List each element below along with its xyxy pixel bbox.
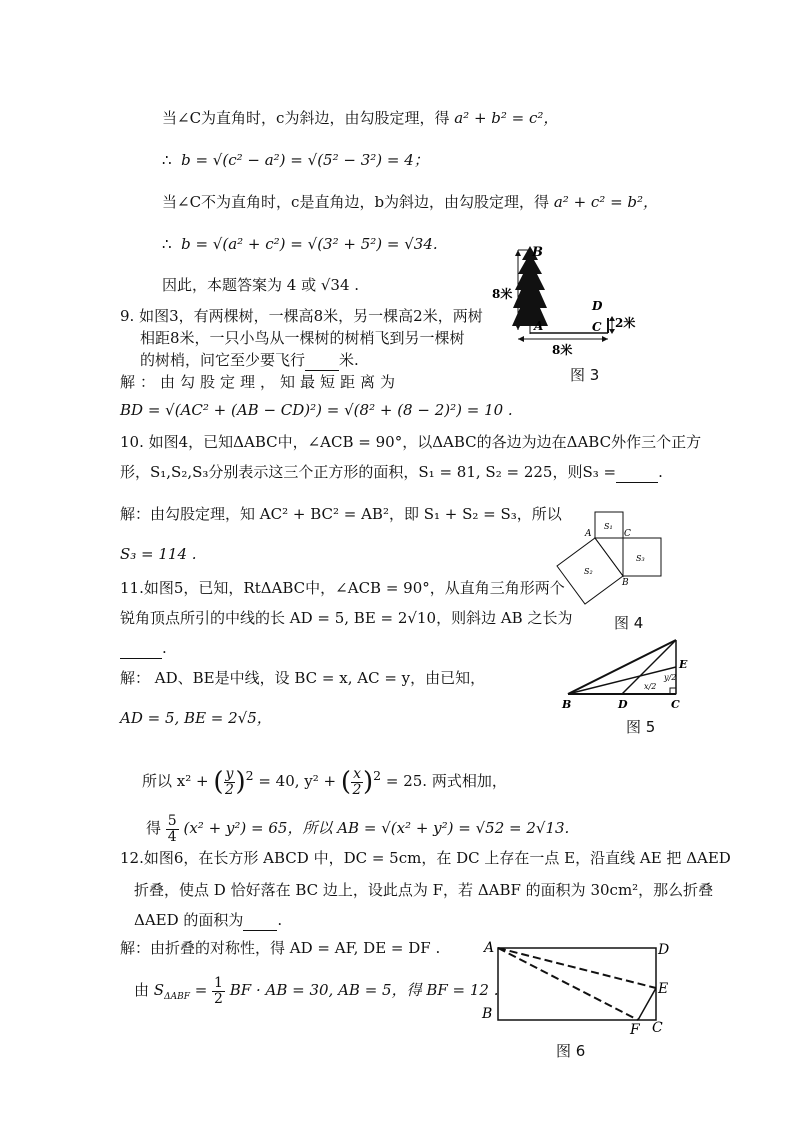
x-half-label: x/2 bbox=[644, 682, 657, 691]
exponent: 2 bbox=[245, 768, 254, 783]
answer-blank bbox=[305, 350, 339, 371]
figure-3-caption: 图 3 bbox=[570, 366, 600, 384]
label-E: E bbox=[658, 981, 669, 997]
text: 所以 x² + bbox=[142, 772, 209, 790]
distance-label: 8米 bbox=[552, 343, 573, 357]
label-A: A bbox=[585, 529, 592, 539]
fraction-1-over-2: $\frac{1}{2}$ bbox=[214, 974, 223, 1007]
height-left-label: 8米 bbox=[492, 287, 513, 301]
paren: ) bbox=[235, 767, 246, 797]
text: = 40, y² + bbox=[258, 772, 337, 790]
problem-11-solution-line-4 bbox=[146, 810, 569, 846]
label-A: A bbox=[534, 319, 544, 333]
figure-6 bbox=[478, 940, 678, 1036]
figure-5 bbox=[560, 638, 692, 714]
figure-5-caption: 图 5 bbox=[626, 718, 656, 736]
problem-11-solution-line-2: AD = 5, BE = 2√5， bbox=[120, 709, 272, 727]
problem-9-line-1: 9. 如图3，有两棵树，一棵高8米，另一棵高2米，两树 bbox=[120, 307, 483, 325]
solution-line-4 bbox=[162, 234, 438, 254]
therefore-symbol: ∴ bbox=[162, 235, 172, 253]
answer-blank bbox=[243, 910, 277, 931]
label-B: B bbox=[482, 1006, 493, 1022]
problem-12-solution-line-2: 由 $S_{\Delta ABF}$ = $\frac{1}{2}$ BF · AB = 30, AB = 5，得 BF = 12 . bbox=[134, 974, 499, 1007]
s1-label: S₁ bbox=[604, 522, 613, 531]
label-F: F bbox=[630, 1022, 640, 1036]
problem-12-line-2: 折叠，使点 D 恰好落在 BC 边上，设此点为 F，若 ΔABF 的面积为 30cm²，那么折叠 bbox=[134, 881, 714, 899]
formula: a² + c² = b²， bbox=[553, 193, 659, 211]
exponent: 2 bbox=[373, 768, 382, 783]
problem-9-line-3 bbox=[140, 350, 359, 371]
label-C: C bbox=[652, 1020, 663, 1036]
figure-3 bbox=[488, 242, 638, 357]
text: ΔAED 的面积为 bbox=[134, 911, 244, 929]
problem-10-solution-line-1: 解：由勾股定理，知 AC² + BC² = AB²，即 S₁ + S₂ = S₃，所以 bbox=[120, 505, 562, 523]
text: . bbox=[277, 911, 283, 929]
formula: BF · AB = 30, AB = 5，得 BF = 12 . bbox=[229, 981, 499, 999]
figure-4 bbox=[538, 506, 668, 614]
label-D: D bbox=[592, 299, 603, 313]
text: . bbox=[658, 463, 663, 481]
text: . bbox=[162, 639, 167, 657]
label-B: B bbox=[562, 698, 572, 711]
label-C: C bbox=[671, 698, 680, 711]
problem-12-solution-line-1: 解：由折叠的对称性，得 AD = AF, DE = DF . bbox=[120, 939, 441, 957]
problem-11-solution-line-3 bbox=[142, 758, 507, 799]
answer-blank bbox=[616, 462, 658, 483]
paren: ( bbox=[213, 767, 224, 797]
formula: b = √(a² + c²) = √(3² + 5²) = √34. bbox=[181, 235, 438, 253]
therefore-symbol: ∴ bbox=[162, 151, 172, 169]
text: 当∠C为直角时，c为斜边，由勾股定理，得 bbox=[162, 109, 450, 127]
fraction-y-over-2: $\frac{y}{2}$ bbox=[225, 765, 234, 798]
label-D: D bbox=[618, 698, 628, 711]
formula: b = √(c² − a²) = √(5² − 3²) = 4； bbox=[181, 151, 429, 169]
solution-line-2 bbox=[162, 150, 429, 170]
hypotenuse-ab bbox=[568, 640, 676, 694]
label-C: C bbox=[592, 320, 602, 334]
formula: a² + b² = c²， bbox=[454, 109, 559, 127]
paren: ) bbox=[362, 767, 374, 797]
line-af bbox=[498, 948, 638, 1020]
problem-12-line-1: 12.如图6，在长方形 ABCD 中，DC = 5cm，在 DC 上存在一点 E，沿直线 AE 把 ΔAED bbox=[120, 849, 731, 867]
text: 米. bbox=[339, 351, 359, 369]
text: 由 bbox=[134, 981, 150, 999]
label-D: D bbox=[658, 942, 670, 958]
text: 得 bbox=[146, 819, 162, 837]
label-B: B bbox=[622, 578, 629, 588]
y-half-label: y/2 bbox=[664, 673, 677, 682]
problem-12-line-3 bbox=[134, 910, 282, 931]
problem-10-line-1: 10. 如图4，已知ΔABC中，∠ACB = 90°，以ΔABC的各边为边在ΔABC外作三个正方 bbox=[120, 433, 702, 451]
answer-blank bbox=[120, 638, 162, 659]
problem-9-line-2: 相距8米，一只小鸟从一棵树的树梢飞到另一棵树 bbox=[140, 329, 465, 347]
text: 形，S₁,S₂,S₃分别表示这三个正方形的面积，S₁ = 81, S₂ = 225，则S₃ = bbox=[120, 463, 617, 481]
label-A: A bbox=[484, 940, 495, 956]
problem-11-line-1: 11.如图5，已知，RtΔABC中，∠ACB = 90°，从直角三角形两个 bbox=[120, 579, 565, 597]
problem-9-solution-line-2: BD = √(AC² + (AB − CD)²) = √(8² + (8 − 2)²) = 10 . bbox=[120, 401, 513, 419]
fraction-x-over-2: $\frac{x}{2}$ bbox=[352, 765, 362, 798]
fold-line-ae bbox=[498, 948, 656, 988]
problem-11-line-2: 锐角顶点所引的中线的长 AD = 5, BE = 2√10，则斜边 AB 之长为 bbox=[120, 609, 573, 627]
text: 当∠C不为直角时，c是直角边，b为斜边，由勾股定理，得 bbox=[162, 193, 550, 211]
median-be bbox=[568, 667, 676, 694]
problem-10-solution-line-2: S₃ = 114 . bbox=[120, 545, 197, 563]
solution-line-3 bbox=[162, 192, 658, 212]
figure-4-caption: 图 4 bbox=[614, 614, 644, 632]
s3-label: S₃ bbox=[636, 554, 645, 563]
problem-11-line-3 bbox=[120, 638, 167, 659]
label-C: C bbox=[624, 529, 631, 539]
rectangle-abcd bbox=[498, 948, 656, 1020]
solution-conclusion: 因此，本题答案为 4 或 √34 . bbox=[162, 276, 360, 294]
triangle-abc bbox=[595, 538, 623, 576]
line-fe bbox=[638, 988, 656, 1020]
s2-label: S₂ bbox=[584, 567, 593, 576]
paren: ( bbox=[340, 767, 352, 797]
area-symbol: $S_{\Delta ABF}$ bbox=[153, 981, 190, 1002]
fraction-5-over-4: $\frac{5}{4}$ bbox=[167, 812, 177, 845]
text: = 25. 两式相加， bbox=[385, 772, 507, 790]
label-E: E bbox=[679, 658, 688, 671]
problem-10-line-2 bbox=[120, 462, 663, 483]
formula: (x² + y²) = 65，所以 AB = √(x² + y²) = √52 = 2√13. bbox=[183, 819, 570, 837]
height-right-label: 2米 bbox=[615, 316, 636, 330]
text: 的树梢，问它至少要飞行 bbox=[140, 351, 306, 369]
figure-6-caption: 图 6 bbox=[556, 1042, 586, 1060]
problem-11-solution-line-1: 解： AD、BE是中线，设 BC = x, AC = y，由已知， bbox=[120, 669, 486, 687]
label-B: B bbox=[532, 245, 543, 260]
problem-9-solution-line-1: 解：由勾股定理，知最短距离为 bbox=[120, 373, 401, 391]
solution-line-1 bbox=[162, 108, 558, 128]
